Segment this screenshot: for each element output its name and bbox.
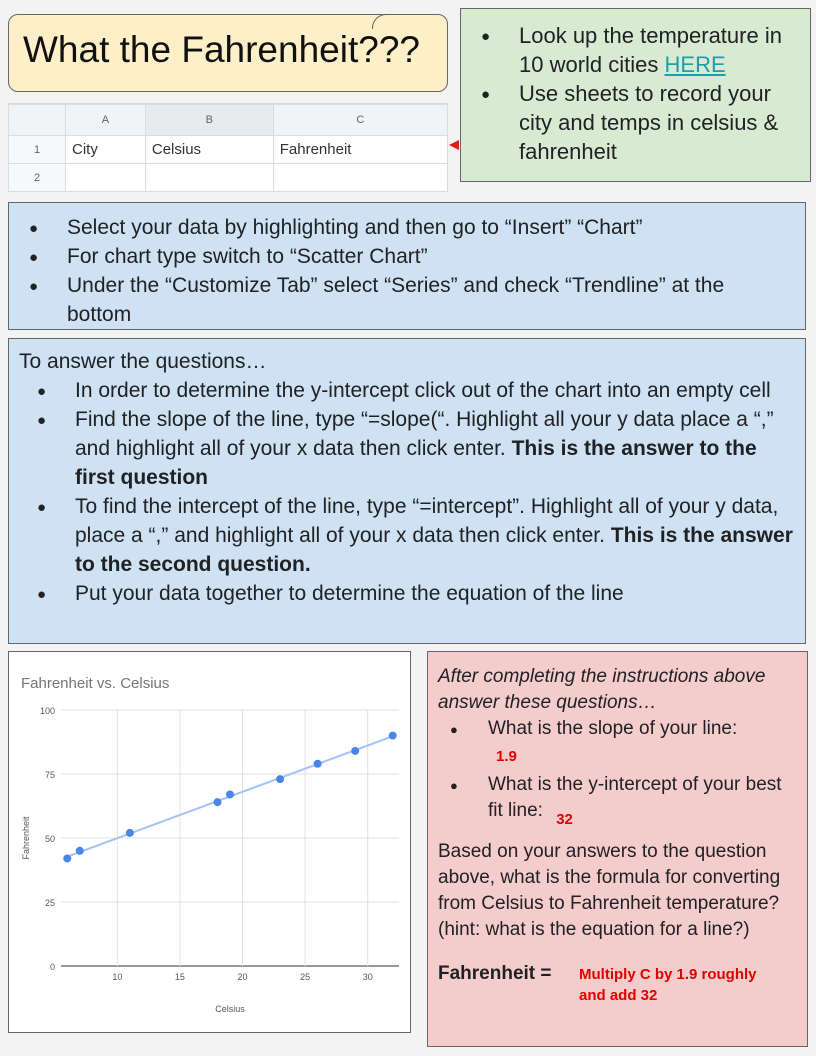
list-item: [37, 405, 795, 492]
answer-box: [427, 651, 808, 1047]
help-text: In order to determine the y-intercept click out of the chart into an empty cell: [75, 379, 771, 402]
chart-title: Fahrenheit vs. Celsius: [21, 675, 170, 692]
lookup-instructions: [460, 8, 811, 182]
data-point: [389, 732, 397, 740]
answer-intro: After completing the instructions above answer these questions…: [438, 666, 766, 713]
question-help: [8, 338, 806, 644]
column-header: C: [273, 105, 447, 136]
list-item: [481, 21, 798, 79]
data-point: [276, 775, 284, 783]
sheet-cell: [145, 164, 273, 192]
formula-label: Fahrenheit =: [438, 963, 552, 984]
data-point: [63, 854, 71, 862]
question-text: ● What is the slope of your line:: [488, 718, 738, 739]
sheet-cell: Fahrenheit: [273, 136, 447, 164]
data-point: [126, 829, 134, 837]
list-item: ● Select your data by highlighting and then go to “Insert” “Chart”: [29, 213, 785, 242]
instruction-text: Look up the temperature in 10 world cities: [519, 23, 782, 77]
help-intro: To answer the questions…: [19, 350, 267, 373]
sheet-cell: City: [66, 136, 146, 164]
help-emphasis: This is the answer to the second question.: [75, 524, 793, 576]
page-title: What the Fahrenheit???: [23, 29, 420, 70]
scatter-chart-panel: [8, 651, 411, 1033]
row-number: 2: [9, 164, 66, 192]
help-text: Put your data together to determine the equation of the line: [75, 582, 624, 605]
x-tick-label: 10: [112, 972, 123, 982]
y-tick-label: 25: [44, 898, 55, 908]
sheet-cell: [66, 164, 146, 192]
list-item: [37, 579, 795, 608]
formula-answer: Multiply C by 1.9 roughly and add 32: [579, 966, 757, 1004]
slope-answer: 1.9: [496, 748, 517, 765]
data-point: [213, 798, 221, 806]
intercept-answer: 32: [556, 811, 573, 828]
y-axis-label: Fahrenheit: [21, 816, 31, 860]
x-tick-label: 25: [300, 972, 311, 982]
spreadsheet-snippet: [8, 103, 448, 191]
here-link[interactable]: HERE: [664, 52, 726, 77]
x-axis-label: Celsius: [215, 1004, 245, 1014]
sheet-cell: Celsius: [145, 136, 273, 164]
y-tick-label: 100: [39, 706, 55, 716]
row-number: 1: [9, 136, 66, 164]
list-item: ● Use sheets to record your city and temps in celsius & fahrenheit: [481, 79, 798, 166]
chart-steps: [8, 202, 806, 330]
formula-question: Based on your answers to the question above, what is the formula for converting from Celsius to Fahrenheit temperature? (hint: what is the equation for a line?): [438, 841, 781, 940]
pointer-arrow-icon: [449, 140, 459, 150]
question-text: What is the y-intercept of your best fit line:: [488, 774, 782, 821]
title-banner: [8, 14, 448, 92]
formula-row: [438, 963, 797, 1007]
corner-cell: [9, 105, 66, 136]
y-tick-label: 50: [44, 834, 55, 844]
data-point: [351, 747, 359, 755]
x-tick-label: 20: [237, 972, 248, 982]
list-item: ● For chart type switch to “Scatter Chart”: [29, 242, 785, 271]
y-tick-label: 75: [44, 770, 55, 780]
help-emphasis: This is the answer to the first question: [75, 437, 757, 489]
data-point: [76, 847, 84, 855]
list-item: ● Under the “Customize Tab” select “Series” and check “Trendline” at the bottom: [29, 271, 785, 329]
data-point: [314, 760, 322, 768]
sheet-cell: [273, 164, 447, 192]
y-tick-label: 0: [49, 962, 55, 972]
x-tick-label: 15: [174, 972, 185, 982]
list-item: [37, 376, 795, 405]
scatter-chart: [9, 652, 410, 1032]
question-item: [450, 772, 797, 828]
x-tick-label: 30: [362, 972, 373, 982]
question-item: [450, 716, 797, 770]
column-header: B: [145, 105, 273, 136]
column-header: A: [66, 105, 146, 136]
list-item: [37, 492, 795, 579]
help-text: Find the slope of the line, type “=slope(“. Highlight all your y data place a “,” and highlight all of your x data then click enter.: [75, 408, 774, 460]
help-text: To find the intercept of the line, type “=intercept”. Highlight all of your y data, place a “,” and highlight all of your x data then click enter.: [75, 495, 779, 547]
data-point: [226, 790, 234, 798]
